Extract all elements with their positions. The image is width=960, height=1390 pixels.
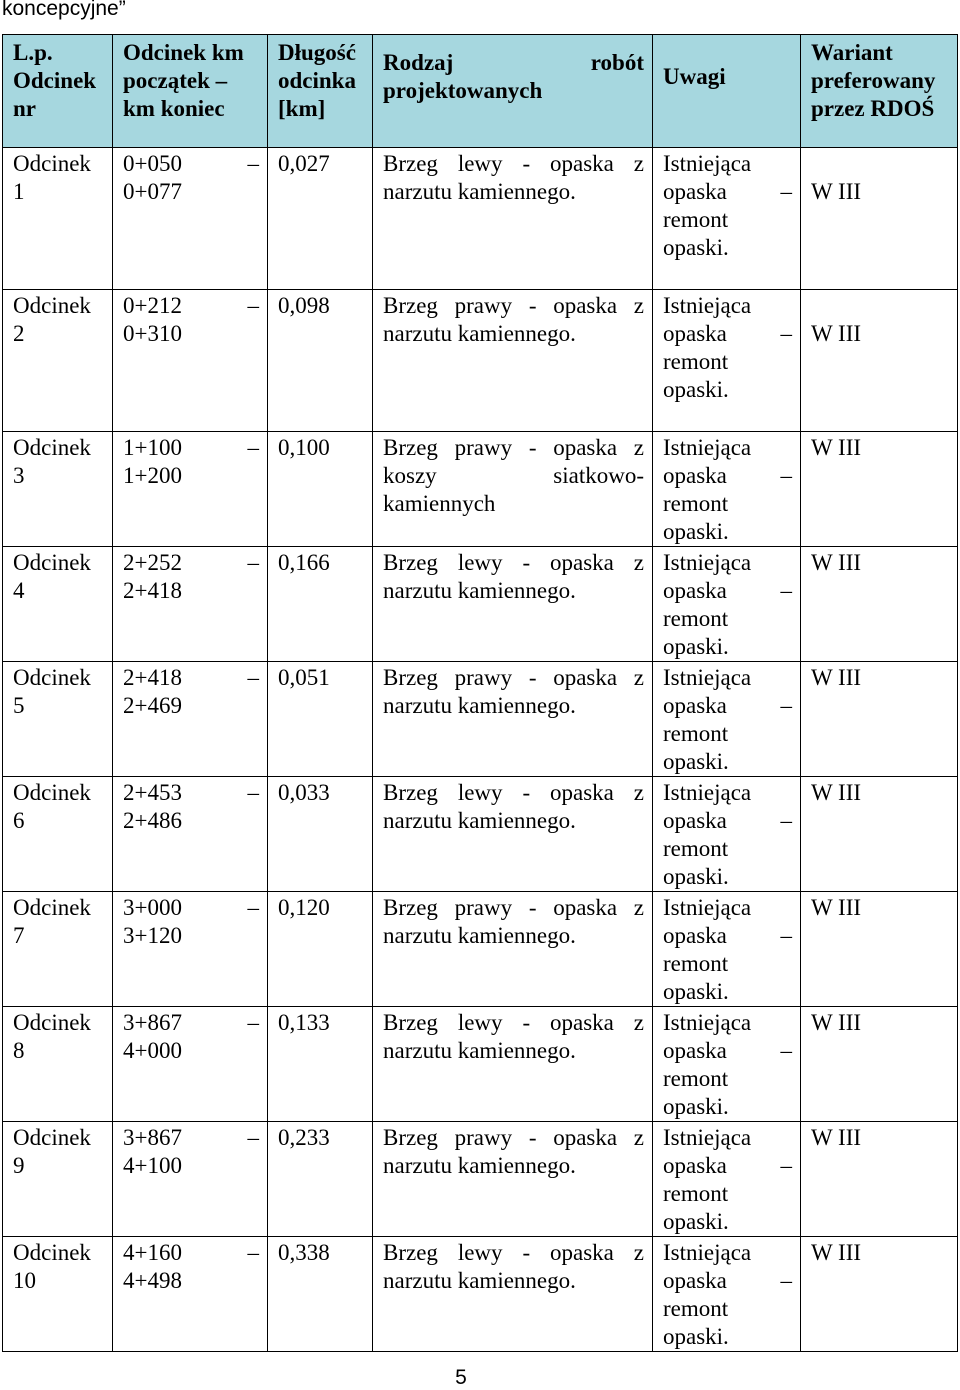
km-end: 2+486 xyxy=(123,808,182,833)
cell-wariant: W III xyxy=(801,777,958,892)
uwagi-line-3: remont xyxy=(663,1181,729,1206)
cell-rodzaj: Brzeg prawy - opaska z narzutu kamiennego. xyxy=(373,892,653,1007)
table-row xyxy=(3,892,958,1007)
uwagi-line-4: opaski. xyxy=(663,979,729,1004)
km-dash: – xyxy=(247,665,259,690)
cell-rodzaj: Brzeg prawy - opaska z narzutu kamiennego. xyxy=(373,1122,653,1237)
cell-rodzaj: Brzeg lewy - opaska z narzutu kamiennego. xyxy=(373,777,653,892)
km-end: 2+469 xyxy=(123,693,182,718)
km-dash: – xyxy=(247,1010,259,1035)
cell-wariant: W III xyxy=(801,148,958,290)
cell-lp xyxy=(3,662,113,777)
table-row xyxy=(3,290,958,432)
cell-km xyxy=(113,547,268,662)
cell-dlugosc: 0,338 xyxy=(268,1237,373,1352)
lp-number: 4 xyxy=(13,578,25,603)
km-end: 4+000 xyxy=(123,1038,182,1063)
km-start: 1+100 xyxy=(123,435,182,460)
cell-rodzaj: Brzeg lewy - opaska z narzutu kamiennego. xyxy=(373,547,653,662)
cell-lp xyxy=(3,547,113,662)
km-dash: – xyxy=(247,550,259,575)
header-lp: L.p. Odcinek nr xyxy=(3,35,113,148)
uwagi-dash: – xyxy=(780,463,792,488)
header-km: Odcinek km początek – km koniec xyxy=(113,35,268,148)
cell-km xyxy=(113,432,268,547)
table-header-row xyxy=(3,35,958,148)
table-row xyxy=(3,1237,958,1352)
uwagi-line-4: opaski. xyxy=(663,1324,729,1349)
uwagi-line-3: remont xyxy=(663,836,729,861)
lp-number: 6 xyxy=(13,808,25,833)
table-body xyxy=(3,148,958,1352)
km-end: 1+200 xyxy=(123,463,182,488)
uwagi-line-4: opaski. xyxy=(663,519,729,544)
uwagi-line-3: remont xyxy=(663,1296,729,1321)
km-start: 2+453 xyxy=(123,780,182,805)
cell-km xyxy=(113,148,268,290)
uwagi-dash: – xyxy=(780,923,792,948)
cell-km xyxy=(113,892,268,1007)
cell-wariant: W III xyxy=(801,892,958,1007)
cell-dlugosc: 0,133 xyxy=(268,1007,373,1122)
lp-number: 10 xyxy=(13,1268,36,1293)
lp-number: 2 xyxy=(13,321,25,346)
cell-uwagi xyxy=(653,148,801,290)
cell-uwagi xyxy=(653,892,801,1007)
uwagi-dash: – xyxy=(780,321,792,346)
lp-label: Odcinek xyxy=(13,151,91,176)
uwagi-line-1: Istniejąca xyxy=(663,1125,752,1150)
lp-number: 1 xyxy=(13,179,25,204)
uwagi-line-2: opaska xyxy=(663,923,727,948)
km-dash: – xyxy=(247,1240,259,1265)
cell-rodzaj: Brzeg prawy - opaska z narzutu kamiennego. xyxy=(373,290,653,432)
cell-wariant: W III xyxy=(801,290,958,432)
cell-dlugosc: 0,033 xyxy=(268,777,373,892)
cell-lp xyxy=(3,1237,113,1352)
cell-uwagi xyxy=(653,1237,801,1352)
uwagi-dash: – xyxy=(780,1153,792,1178)
cell-lp xyxy=(3,290,113,432)
cell-uwagi xyxy=(653,777,801,892)
cell-km xyxy=(113,1007,268,1122)
cell-km xyxy=(113,1122,268,1237)
cell-dlugosc: 0,051 xyxy=(268,662,373,777)
uwagi-dash: – xyxy=(780,808,792,833)
uwagi-dash: – xyxy=(780,1268,792,1293)
lp-label: Odcinek xyxy=(13,895,91,920)
cell-dlugosc: 0,166 xyxy=(268,547,373,662)
cell-dlugosc: 0,100 xyxy=(268,432,373,547)
uwagi-line-3: remont xyxy=(663,491,729,516)
km-start: 0+212 xyxy=(123,293,182,318)
km-start: 3+867 xyxy=(123,1125,182,1150)
cell-uwagi xyxy=(653,1007,801,1122)
page-number: 5 xyxy=(455,1366,467,1389)
cell-uwagi xyxy=(653,662,801,777)
cell-km xyxy=(113,662,268,777)
lp-number: 9 xyxy=(13,1153,25,1178)
uwagi-line-4: opaski. xyxy=(663,634,729,659)
uwagi-line-2: opaska xyxy=(663,179,727,204)
cell-lp xyxy=(3,1007,113,1122)
uwagi-line-2: opaska xyxy=(663,1268,727,1293)
km-dash: – xyxy=(247,293,259,318)
uwagi-line-3: remont xyxy=(663,951,729,976)
lp-label: Odcinek xyxy=(13,293,91,318)
cell-uwagi xyxy=(653,432,801,547)
uwagi-line-2: opaska xyxy=(663,578,727,603)
cell-wariant: W III xyxy=(801,1122,958,1237)
cell-lp xyxy=(3,777,113,892)
cell-dlugosc: 0,027 xyxy=(268,148,373,290)
cell-rodzaj: Brzeg prawy - opaska z koszy siatkowo-kamiennych xyxy=(373,432,653,547)
cell-dlugosc: 0,233 xyxy=(268,1122,373,1237)
uwagi-line-4: opaski. xyxy=(663,864,729,889)
lp-label: Odcinek xyxy=(13,665,91,690)
uwagi-line-1: Istniejąca xyxy=(663,435,752,460)
km-end: 2+418 xyxy=(123,578,182,603)
lp-label: Odcinek xyxy=(13,1010,91,1035)
uwagi-line-4: opaski. xyxy=(663,749,729,774)
cell-dlugosc: 0,120 xyxy=(268,892,373,1007)
table-row xyxy=(3,777,958,892)
uwagi-line-3: remont xyxy=(663,1066,729,1091)
uwagi-line-1: Istniejąca xyxy=(663,895,752,920)
cell-km xyxy=(113,290,268,432)
header-uwagi: Uwagi xyxy=(653,35,801,148)
cell-lp xyxy=(3,432,113,547)
uwagi-line-2: opaska xyxy=(663,463,727,488)
uwagi-line-2: opaska xyxy=(663,808,727,833)
uwagi-line-1: Istniejąca xyxy=(663,780,752,805)
uwagi-line-1: Istniejąca xyxy=(663,293,752,318)
table-row xyxy=(3,1122,958,1237)
uwagi-line-4: opaski. xyxy=(663,235,729,260)
cell-km xyxy=(113,777,268,892)
cell-lp xyxy=(3,1122,113,1237)
table-row xyxy=(3,662,958,777)
cell-uwagi xyxy=(653,290,801,432)
header-rodzaj xyxy=(373,35,653,148)
cell-wariant: W III xyxy=(801,1007,958,1122)
km-end: 4+100 xyxy=(123,1153,182,1178)
uwagi-line-3: remont xyxy=(663,349,729,374)
uwagi-line-1: Istniejąca xyxy=(663,665,752,690)
km-dash: – xyxy=(247,1125,259,1150)
cell-wariant: W III xyxy=(801,662,958,777)
cell-uwagi xyxy=(653,1122,801,1237)
cell-uwagi xyxy=(653,547,801,662)
uwagi-line-1: Istniejąca xyxy=(663,1010,752,1035)
uwagi-line-4: opaski. xyxy=(663,377,729,402)
cell-wariant: W III xyxy=(801,432,958,547)
cell-rodzaj: Brzeg lewy - opaska z narzutu kamiennego. xyxy=(373,148,653,290)
km-dash: – xyxy=(247,895,259,920)
sections-table xyxy=(2,34,958,1352)
lp-number: 3 xyxy=(13,463,25,488)
km-start: 2+418 xyxy=(123,665,182,690)
uwagi-line-2: opaska xyxy=(663,693,727,718)
km-end: 4+498 xyxy=(123,1268,182,1293)
uwagi-line-2: opaska xyxy=(663,1038,727,1063)
cell-lp xyxy=(3,892,113,1007)
uwagi-line-2: opaska xyxy=(663,1153,727,1178)
cell-rodzaj: Brzeg lewy - opaska z narzutu kamiennego. xyxy=(373,1237,653,1352)
uwagi-dash: – xyxy=(780,578,792,603)
cell-rodzaj: Brzeg prawy - opaska z narzutu kamiennego. xyxy=(373,662,653,777)
header-rodzaj-b: robót xyxy=(590,50,644,75)
lp-label: Odcinek xyxy=(13,1240,91,1265)
km-end: 0+310 xyxy=(123,321,182,346)
km-start: 0+050 xyxy=(123,151,182,176)
km-start: 3+000 xyxy=(123,895,182,920)
lp-number: 7 xyxy=(13,923,25,948)
header-dlugosc: Długość odcinka [km] xyxy=(268,35,373,148)
cell-lp xyxy=(3,148,113,290)
lp-label: Odcinek xyxy=(13,1125,91,1150)
table-row xyxy=(3,547,958,662)
uwagi-line-4: opaski. xyxy=(663,1209,729,1234)
cell-dlugosc: 0,098 xyxy=(268,290,373,432)
km-start: 2+252 xyxy=(123,550,182,575)
lp-number: 8 xyxy=(13,1038,25,1063)
km-start: 3+867 xyxy=(123,1010,182,1035)
lp-label: Odcinek xyxy=(13,435,91,460)
table-row xyxy=(3,432,958,547)
cell-wariant: W III xyxy=(801,547,958,662)
lp-label: Odcinek xyxy=(13,550,91,575)
header-wariant: Wariant preferowany przez RDOŚ xyxy=(801,35,958,148)
uwagi-line-3: remont xyxy=(663,207,729,232)
cell-wariant: W III xyxy=(801,1237,958,1352)
lp-number: 5 xyxy=(13,693,25,718)
header-continuation-text: koncepcyjne” xyxy=(2,0,126,20)
km-start: 4+160 xyxy=(123,1240,182,1265)
uwagi-line-4: opaski. xyxy=(663,1094,729,1119)
cell-km xyxy=(113,1237,268,1352)
km-dash: – xyxy=(247,780,259,805)
uwagi-dash: – xyxy=(780,693,792,718)
km-end: 3+120 xyxy=(123,923,182,948)
uwagi-line-1: Istniejąca xyxy=(663,550,752,575)
km-end: 0+077 xyxy=(123,179,182,204)
lp-label: Odcinek xyxy=(13,780,91,805)
km-dash: – xyxy=(247,435,259,460)
cell-rodzaj: Brzeg lewy - opaska z narzutu kamiennego. xyxy=(373,1007,653,1122)
uwagi-line-3: remont xyxy=(663,721,729,746)
table-row xyxy=(3,148,958,290)
header-rodzaj-a: Rodzaj xyxy=(383,50,454,75)
km-dash: – xyxy=(247,151,259,176)
header-rodzaj-c: projektowanych xyxy=(383,78,543,103)
uwagi-dash: – xyxy=(780,179,792,204)
uwagi-dash: – xyxy=(780,1038,792,1063)
uwagi-line-3: remont xyxy=(663,606,729,631)
uwagi-line-1: Istniejąca xyxy=(663,151,752,176)
table-row xyxy=(3,1007,958,1122)
uwagi-line-1: Istniejąca xyxy=(663,1240,752,1265)
uwagi-line-2: opaska xyxy=(663,321,727,346)
